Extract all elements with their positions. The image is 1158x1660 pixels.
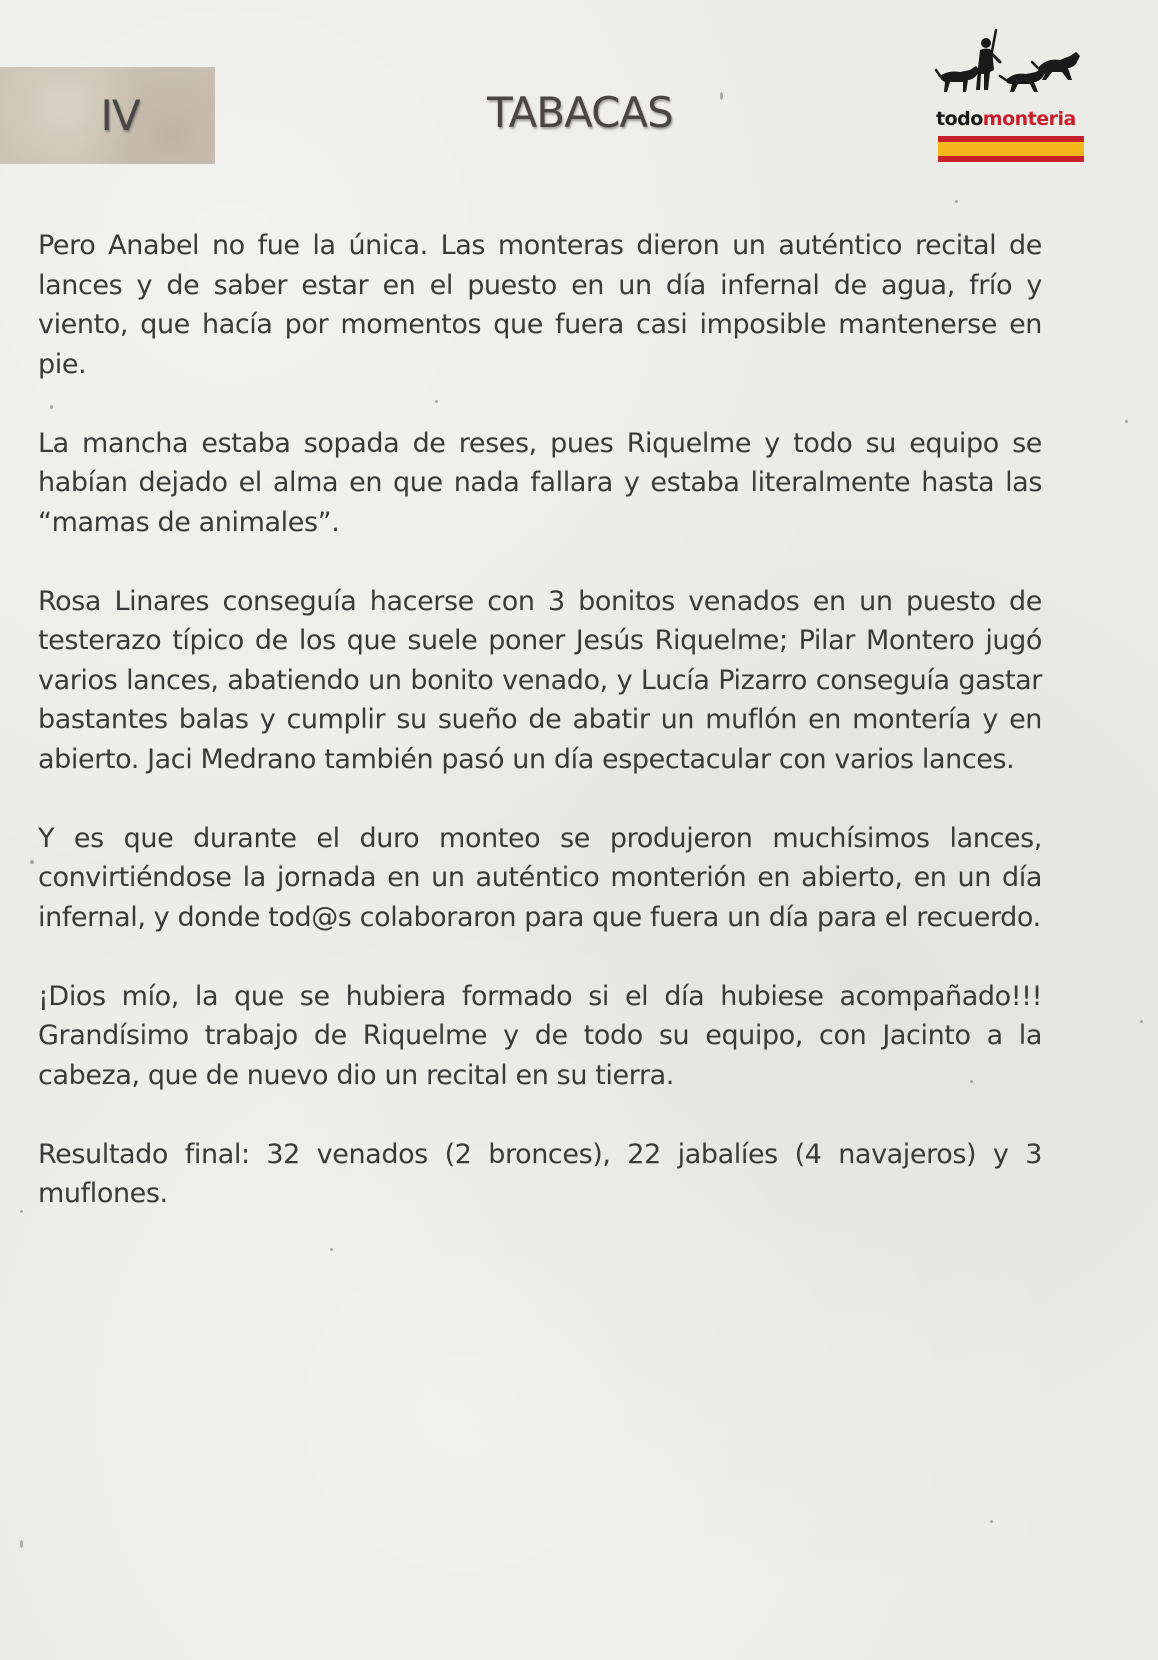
paragraph: Pero Anabel no fue la única. Las monteras dieron un auténtico recital de lances y de saber estar en el puesto en un día infernal de agua, frío y viento, que hacía por momentos que fuera casi imposible mantenerse en pie. <box>38 230 1042 380</box>
chapter-tab <box>0 67 215 164</box>
flag-stripe-red <box>938 156 1084 162</box>
paragraph: ¡Dios mío, la que se hubiera formado si el día hubiese acompañado!!! Grandísimo trabajo de Riquelme y de todo su equipo, con Jacinto a la cabeza, que de nuevo dio un recital en su tierra. <box>38 980 1042 1091</box>
logo-wordmark <box>936 108 1076 130</box>
todomonteria-logo <box>934 28 1086 168</box>
spain-flag-stripes <box>938 136 1084 162</box>
paragraph: Rosa Linares conseguía hacerse con 3 bonitos venados en un puesto de testerazo típico de los que suele poner Jesús Riquelme; Pilar Montero jugó varios lances, abatiendo un bonito venado, y Lucía Pizarro conseguía gastar bastantes balas y cumplir su sueño de abatir un muflón en montería y en abierto. Jaci Medrano también pasó un día espectacular con varios lances. <box>38 585 1042 775</box>
paper-speck <box>1125 420 1128 423</box>
paper-speck <box>955 200 958 203</box>
flag-stripe-yellow <box>938 142 1084 156</box>
paper-speck <box>30 860 34 864</box>
logo-text-monteria: monteria <box>982 108 1076 130</box>
page-title: TABACAS <box>487 88 673 137</box>
paper-speck <box>20 1540 23 1548</box>
paper-speck <box>20 1210 23 1213</box>
logo-text-todo: todo <box>936 108 983 130</box>
paragraph: Y es que durante el duro monteo se produjeron muchísimos lances, convirtiéndose la jornada en un auténtico monterión en abierto, en un día infernal, y donde tod@s colaboraron para que fuera un día para el recuerdo. <box>38 822 1042 933</box>
paper-speck <box>1140 1020 1143 1023</box>
paragraph: Resultado final: 32 venados (2 bronces), 22 jabalíes (4 navajeros) y 3 muflones. <box>38 1138 1042 1209</box>
chapter-number: IV <box>100 91 140 140</box>
paragraph: La mancha estaba sopada de reses, pues Riquelme y todo su equipo se habían dejado el alma en que nada fallara y estaba literalmente hasta las “mamas de animales”. <box>38 427 1042 538</box>
article-body <box>38 226 1042 1253</box>
hunter-with-dogs-icon <box>934 28 1086 108</box>
paper-speck <box>990 1520 993 1523</box>
